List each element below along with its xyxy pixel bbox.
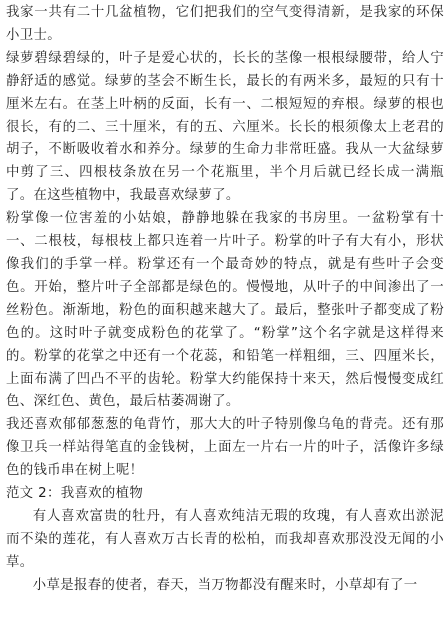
paragraph-essay2-grass: 小草是报春的使者，春天，当万物都没有醒来时，小草却有了一 <box>32 577 418 593</box>
paragraph-intro: 我家一共有二十几盆植物，它们把我们的空气变得清新，是我家的环保小卫士。 <box>6 5 444 43</box>
paragraph-essay2-intro: 有人喜欢富贵的牡丹，有人喜欢纯洁无瑕的玫瑰，有人喜欢出淤泥而不染的莲花，有人喜欢万古长青的松柏，而我却喜欢那没没无闻的小草。 <box>6 508 444 570</box>
paragraph-fenzhang: 粉掌像一位害羞的小姑娘，静静地躲在我家的书房里。一盆粉掌有十一、二根枝，每根枝上都只连着一片叶子。粉掌的叶子有大有小，形状像我们的手掌一样。粉掌还有一个最奇妙的特点，就是有些叶子会变色。开始，整片叶子全部都是绿色的。慢慢地，从叶子的中间渗出了一丝粉色。渐渐地，粉色的面积越来越大了。最后，整张叶子都变成了粉色的。这时叶子就变成粉色的花掌了。“粉掌”这个名字就是这样得来的。粉掌的花掌之中还有一个花蕊，和铅笔一样粗细，三、四厘米长，上面布满了凹凸不平的齿轮。粉掌大约能保持十来天，然后慢慢变成红色、深红色、黄色，最后枯萎凋谢了。 <box>6 211 444 410</box>
paragraph-other-plants: 我还喜欢郁郁葱葱的龟背竹，那大大的叶子特别像乌龟的背壳。还有那像卫兵一样站得笔直的金钱树，上面左一片右一片的叶子，活像许多绿色的钱币串在树上呢！ <box>6 417 444 479</box>
essay-heading: 范文 2：我喜欢的植物 <box>6 486 144 502</box>
paragraph-luluo: 绿萝碧绿碧绿的，叶子是爱心状的，长长的茎像一根根绿腰带，给人宁静舒适的感觉。绿萝的茎会不断生长，最长的有两米多，最短的只有十厘米左右。在茎上叶柄的反面，长有一、二根短短的弃根。绿萝的根也很长，有的二、三十厘米，有的五、六厘米。长长的根须像太上老君的胡子，不断吸收着水和养分。绿萝的生命力非常旺盛。我从一大盆绿萝中剪了三、四根枝条放在另一个花瓶里，半个月后就已经长成一满瓶了。在这些植物中，我最喜欢绿萝了。 <box>6 50 444 204</box>
